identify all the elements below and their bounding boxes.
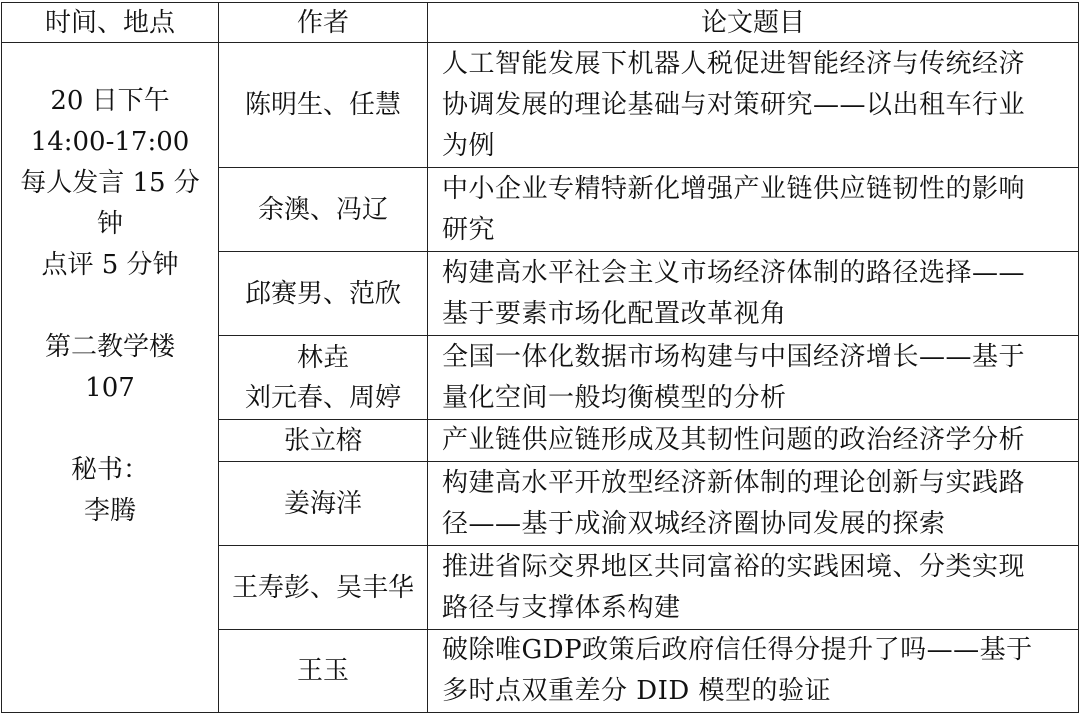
session-building: 第二教学楼 [44,332,175,362]
title-line: 基于要素市场化配置改革视角 [442,298,787,329]
header-time-place: 时间、地点 [2,3,219,43]
title-line: 为例 [442,130,496,161]
header-author: 作者 [219,3,428,43]
title-line: 人工智能发展下机器人税促进智能经济与传统经济 [442,48,1026,79]
author-cell [219,462,428,546]
title-line: 研究 [442,214,496,245]
title-line: 破除唯GDP政策后政府信任得分提升了吗——基于 [442,635,1033,665]
title-line: 中小企业专精特新化增强产业链供应链韧性的影响 [442,173,1026,204]
title-line: 量化空间一般均衡模型的分析 [442,382,787,413]
paper-title-cell [428,252,1079,336]
author-cell [219,420,428,462]
session-info-cell [2,43,219,713]
author-cell [219,252,428,336]
title-line: 径——基于成渝双城经济圈协同发展的探索 [442,508,946,539]
paper-title-cell [428,168,1079,252]
title-line: 全国一体化数据市场构建与中国经济增长——基于 [442,341,1026,372]
title-line: 推进省际交界地区共同富裕的实践困境、分类实现 [442,551,1026,582]
author-name: 邱赛男、范欣 [244,278,401,309]
author-name: 刘元春、周婷 [244,382,401,413]
author-cell [219,168,428,252]
author-name: 张立榕 [283,425,362,456]
author-name: 姜海洋 [283,488,362,519]
author-cell [219,630,428,713]
session-room: 107 [85,373,135,403]
secretary-name: 李腾 [83,496,136,526]
author-name: 林垚 [296,342,349,373]
header-title: 论文题目 [428,3,1079,43]
session-speech-length: 每人发言 15 分 [20,168,200,198]
title-line: 协调发展的理论基础与对策研究——以出租车行业 [442,89,1026,120]
paper-title-cell [428,462,1079,546]
title-line: 构建高水平开放型经济新体制的理论创新与实践路 [442,467,1026,498]
paper-title-cell [428,43,1079,168]
schedule-table [1,2,1079,713]
session-time: 14:00-17:00 [30,127,190,157]
paper-title-cell [428,420,1079,462]
paper-title-cell [428,336,1079,420]
author-name: 陈明生、任慧 [244,90,401,120]
title-line: 构建高水平社会主义市场经济体制的路径选择—— [442,257,1026,288]
session-date: 20 日下午 [50,86,170,116]
session-comment-length: 点评 5 分钟 [41,250,179,280]
author-cell [219,43,428,168]
spacer [2,286,218,327]
author-cell [219,546,428,630]
title-line: 多时点双重差分 DID 模型的验证 [442,676,831,706]
session-speech-length-cont: 钟 [96,209,123,239]
paper-title-cell [428,630,1079,713]
paper-title-cell [428,546,1079,630]
title-line: 路径与支撑体系构建 [442,592,681,623]
author-name: 余澳、冯辽 [257,194,388,225]
author-cell [219,336,428,420]
author-name: 王玉 [296,656,349,686]
secretary-label: 秘书： [70,455,149,485]
spacer [2,409,218,450]
header-row [2,3,1079,43]
author-name: 王寿彭、吴丰华 [231,572,414,603]
table-row [2,43,1079,168]
title-line: 产业链供应链形成及其韧性问题的政治经济学分析 [442,425,1026,455]
